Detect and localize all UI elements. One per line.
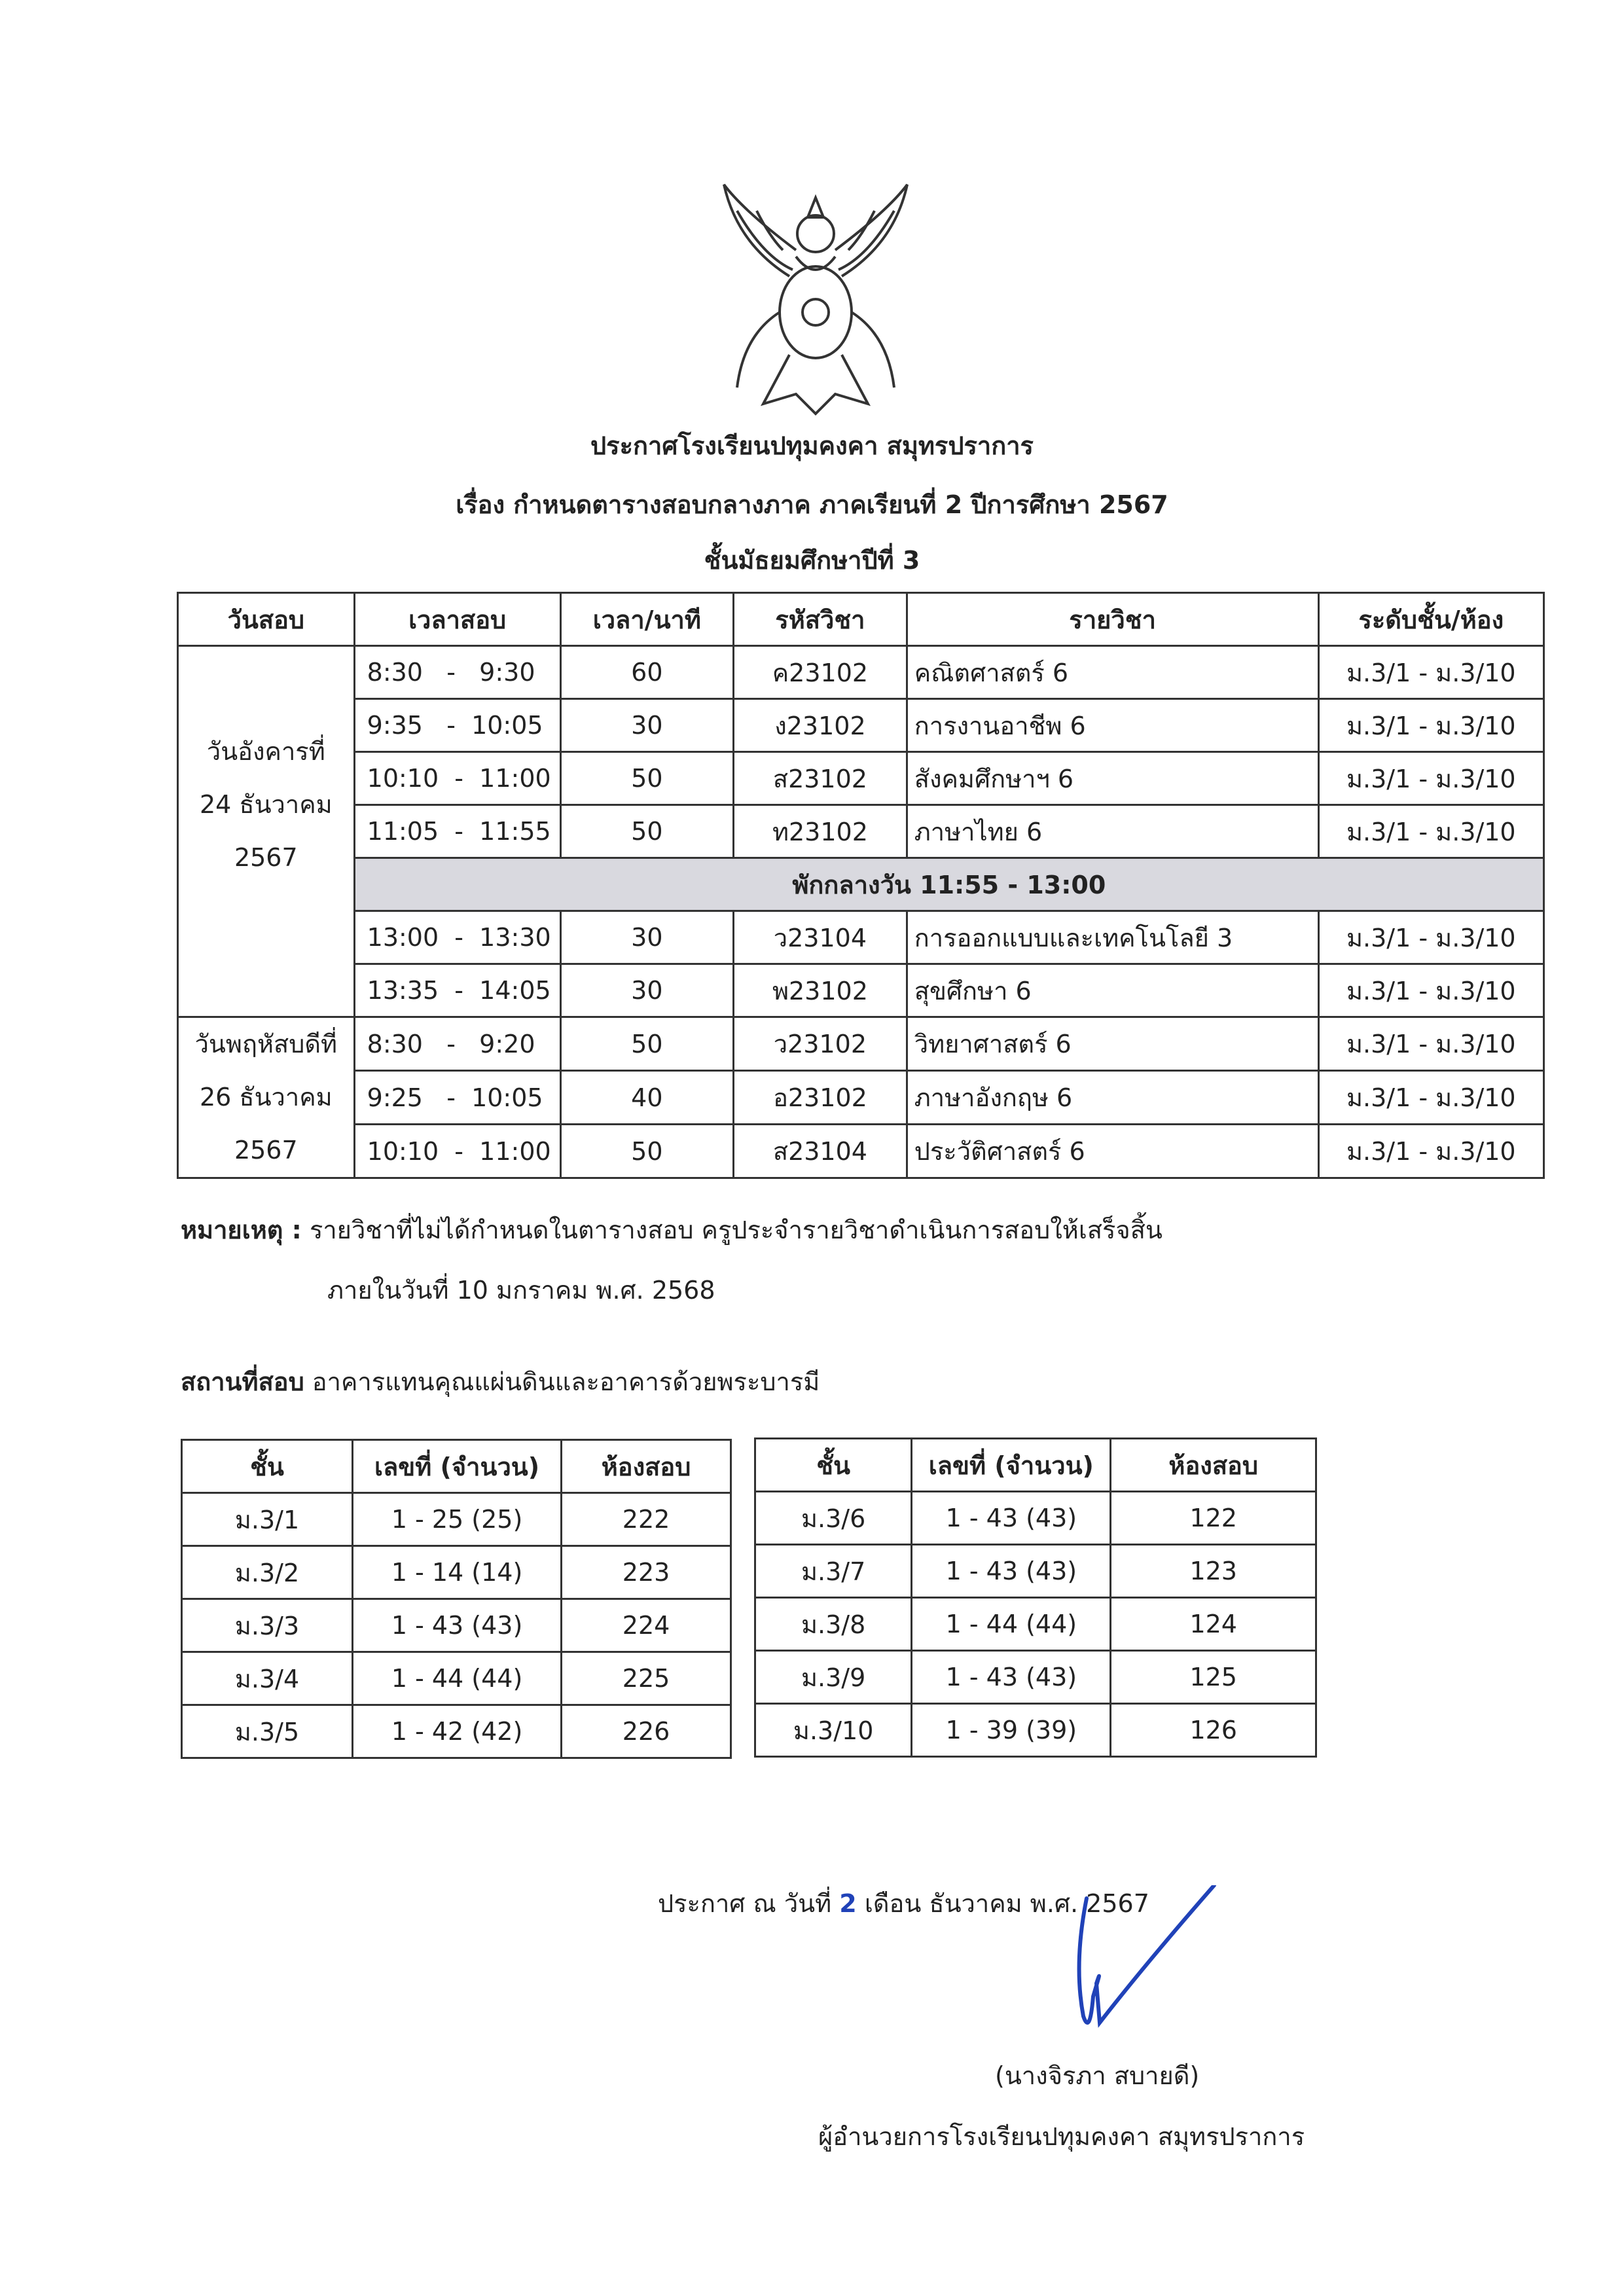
subject-code: ค23102	[734, 646, 907, 699]
numbers-cell: 1 - 43 (43)	[912, 1651, 1111, 1704]
exam-minutes: 40	[560, 1071, 734, 1125]
subject-name: วิทยาศาสตร์ 6	[907, 1017, 1318, 1071]
numbers-cell: 1 - 43 (43)	[912, 1492, 1111, 1545]
subject-name: คณิตศาสตร์ 6	[907, 646, 1318, 699]
announcement-title: ประกาศโรงเรียนปทุมคงคา สมุทรปราการ	[590, 431, 1034, 460]
numbers-cell: 1 - 14 (14)	[353, 1546, 562, 1599]
table-row	[178, 964, 1544, 1017]
table-row	[178, 805, 1544, 858]
room-cell: 125	[1111, 1651, 1316, 1704]
remark-label: หมายเหตุ :	[181, 1216, 302, 1244]
column-header-subject: รายวิชา	[907, 593, 1318, 646]
exam-day-2-line1: วันพฤหัสบดีที่	[194, 1030, 338, 1058]
table-row	[178, 911, 1544, 964]
class-cell: ม.3/3	[182, 1599, 353, 1652]
exam-minutes: 50	[560, 1017, 734, 1071]
remark-line1	[181, 1210, 1163, 1250]
remark-text: รายวิชาที่ไม่ได้กำหนดในตารางสอบ ครูประจำรายวิชาดำเนินการสอบให้เสร็จสิ้น	[309, 1216, 1163, 1244]
grade-level-title: ชั้นมัธยมศึกษาปีที่ 3	[704, 546, 920, 575]
class-level: ม.3/1 - ม.3/10	[1318, 1017, 1543, 1071]
column-header-minutes: เวลา/นาที	[560, 593, 734, 646]
exam-day-2-line2: 26 ธันวาคม	[199, 1083, 333, 1111]
room-cell: 226	[562, 1705, 731, 1758]
exam-day-2	[178, 1017, 355, 1178]
venue-label: สถานที่สอบ	[181, 1367, 304, 1396]
class-cell: ม.3/8	[755, 1598, 912, 1651]
exam-day-2-line3: 2567	[234, 1136, 298, 1165]
subject-code: ส23104	[734, 1125, 907, 1178]
column-header-room: ห้องสอบ	[1111, 1439, 1316, 1492]
numbers-cell: 1 - 44 (44)	[353, 1652, 562, 1705]
column-header-time: เวลาสอบ	[354, 593, 560, 646]
subject-code: พ23102	[734, 964, 907, 1017]
subject-name: สังคมศึกษาฯ 6	[907, 752, 1318, 805]
lunch-break-row	[178, 858, 1544, 911]
column-header-room: ห้องสอบ	[562, 1440, 731, 1493]
class-cell: ม.3/9	[755, 1651, 912, 1704]
exam-time: 10:10 - 11:00	[354, 1125, 560, 1178]
column-header-code: รหัสวิชา	[734, 593, 907, 646]
remark-line2: ภายในวันที่ 10 มกราคม พ.ศ. 2568	[327, 1276, 715, 1305]
signatory-position: ผู้อำนวยการโรงเรียนปทุมคงคา สมุทรปราการ	[818, 2122, 1305, 2151]
class-level: ม.3/1 - ม.3/10	[1318, 1071, 1543, 1125]
room-cell: 222	[562, 1493, 731, 1546]
handwritten-signature	[1054, 1885, 1237, 2042]
announce-day: 2	[839, 1889, 857, 1918]
table-row	[178, 1125, 1544, 1178]
numbers-cell: 1 - 39 (39)	[912, 1704, 1111, 1757]
table-row	[178, 699, 1544, 752]
table-row	[182, 1546, 731, 1599]
numbers-cell: 1 - 25 (25)	[353, 1493, 562, 1546]
exam-time: 10:10 - 11:00	[354, 752, 560, 805]
room-cell: 224	[562, 1599, 731, 1652]
table-row	[178, 1017, 1544, 1071]
class-cell: ม.3/10	[755, 1704, 912, 1757]
numbers-cell: 1 - 43 (43)	[353, 1599, 562, 1652]
table-row	[755, 1492, 1316, 1545]
exam-minutes: 30	[560, 699, 734, 752]
exam-time: 8:30 - 9:30	[354, 646, 560, 699]
subject-name: สุขศึกษา 6	[907, 964, 1318, 1017]
signatory-name: (นางจิรภา สบายดี)	[995, 2061, 1200, 2090]
room-cell: 122	[1111, 1492, 1316, 1545]
exam-schedule-table	[177, 592, 1545, 1179]
room-cell: 123	[1111, 1545, 1316, 1598]
exam-time: 8:30 - 9:20	[354, 1017, 560, 1071]
table-row	[178, 752, 1544, 805]
room-cell: 225	[562, 1652, 731, 1705]
column-header-level: ระดับชั้น/ห้อง	[1318, 593, 1543, 646]
class-level: ม.3/1 - ม.3/10	[1318, 646, 1543, 699]
column-header-date: วันสอบ	[178, 593, 355, 646]
exam-day-1-line2: 24 ธันวาคม	[199, 790, 333, 819]
subject-code: ว23104	[734, 911, 907, 964]
venue-text: อาคารแทนคุณแผ่นดินและอาคารด้วยพระบารมี	[312, 1367, 820, 1396]
exam-time: 9:35 - 10:05	[354, 699, 560, 752]
announce-prefix: ประกาศ ณ วันที่	[658, 1889, 832, 1918]
subject-code: อ23102	[734, 1071, 907, 1125]
subject-name: ประวัติศาสตร์ 6	[907, 1125, 1318, 1178]
subject-name: การงานอาชีพ 6	[907, 699, 1318, 752]
table-row	[755, 1545, 1316, 1598]
exam-time: 13:00 - 13:30	[354, 911, 560, 964]
announcement-subject: เรื่อง กำหนดตารางสอบกลางภาค ภาคเรียนที่ 2 ปีการศึกษา 2567	[456, 490, 1168, 519]
exam-day-1-line3: 2567	[234, 843, 298, 872]
subject-code: ส23102	[734, 752, 907, 805]
announce-month-year: เดือน ธันวาคม พ.ศ. 2567	[864, 1889, 1149, 1918]
exam-minutes: 30	[560, 911, 734, 964]
column-header-class: ชั้น	[182, 1440, 353, 1493]
table-row	[755, 1651, 1316, 1704]
class-cell: ม.3/4	[182, 1652, 353, 1705]
table-row	[182, 1705, 731, 1758]
subject-code: ท23102	[734, 805, 907, 858]
exam-venue	[181, 1362, 820, 1401]
numbers-cell: 1 - 42 (42)	[353, 1705, 562, 1758]
exam-time: 13:35 - 14:05	[354, 964, 560, 1017]
table-row	[182, 1652, 731, 1705]
class-level: ม.3/1 - ม.3/10	[1318, 699, 1543, 752]
column-header-numbers: เลขที่ (จำนวน)	[912, 1439, 1111, 1492]
subject-name: การออกแบบและเทคโนโลยี 3	[907, 911, 1318, 964]
exam-minutes: 50	[560, 805, 734, 858]
room-cell: 223	[562, 1546, 731, 1599]
exam-rooms-table-right	[754, 1437, 1317, 1758]
subject-code: ง23102	[734, 699, 907, 752]
exam-day-1-line1: วันอังคารที่	[206, 737, 325, 766]
subject-name: ภาษาอังกฤษ 6	[907, 1071, 1318, 1125]
class-level: ม.3/1 - ม.3/10	[1318, 752, 1543, 805]
subject-name: ภาษาไทย 6	[907, 805, 1318, 858]
subject-code: ว23102	[734, 1017, 907, 1071]
garuda-emblem-icon	[717, 172, 914, 420]
class-level: ม.3/1 - ม.3/10	[1318, 1125, 1543, 1178]
table-row	[755, 1598, 1316, 1651]
class-level: ม.3/1 - ม.3/10	[1318, 911, 1543, 964]
exam-time: 9:25 - 10:05	[354, 1071, 560, 1125]
class-level: ม.3/1 - ม.3/10	[1318, 964, 1543, 1017]
class-cell: ม.3/1	[182, 1493, 353, 1546]
class-cell: ม.3/2	[182, 1546, 353, 1599]
numbers-cell: 1 - 43 (43)	[912, 1545, 1111, 1598]
exam-time: 11:05 - 11:55	[354, 805, 560, 858]
room-cell: 124	[1111, 1598, 1316, 1651]
column-header-class: ชั้น	[755, 1439, 912, 1492]
class-cell: ม.3/5	[182, 1705, 353, 1758]
exam-rooms-table-left	[181, 1439, 732, 1759]
table-row	[178, 1071, 1544, 1125]
class-cell: ม.3/7	[755, 1545, 912, 1598]
exam-minutes: 30	[560, 964, 734, 1017]
exam-minutes: 50	[560, 752, 734, 805]
lunch-break-label: พักกลางวัน 11:55 - 13:00	[354, 858, 1543, 911]
table-row	[182, 1493, 731, 1546]
room-cell: 126	[1111, 1704, 1316, 1757]
exam-minutes: 60	[560, 646, 734, 699]
table-row	[755, 1704, 1316, 1757]
class-level: ม.3/1 - ม.3/10	[1318, 805, 1543, 858]
class-cell: ม.3/6	[755, 1492, 912, 1545]
exam-minutes: 50	[560, 1125, 734, 1178]
exam-day-1	[178, 646, 355, 1017]
numbers-cell: 1 - 44 (44)	[912, 1598, 1111, 1651]
table-row	[178, 646, 1544, 699]
table-row	[182, 1599, 731, 1652]
column-header-numbers: เลขที่ (จำนวน)	[353, 1440, 562, 1493]
